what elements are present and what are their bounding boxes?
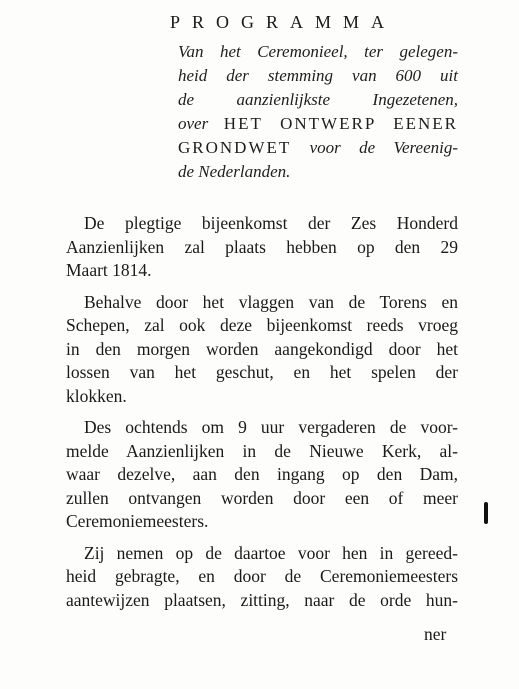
text-line: Aanzienlijken zal plaats hebben op den 29: [66, 236, 458, 257]
text-line: Schepen, zal ook deze bijeenkomst reeds vroeg: [66, 315, 458, 335]
ink-blot: [484, 502, 488, 524]
subtitle-line: de Nederlanden.: [178, 162, 291, 181]
catchword: ner: [424, 624, 447, 644]
text-line: melde Aanzienlijken in de Nieuwe Kerk, al-: [66, 440, 458, 461]
text-line: waar dezelve, aan den ingang op den Dam,: [66, 464, 458, 484]
paragraph: [66, 542, 458, 613]
text-line: heid gebragte, en door de Ceremoniemeesters: [66, 566, 458, 586]
paragraph: [66, 291, 458, 409]
subtitle-line: Van het Ceremonieel, ter gelegen-: [178, 42, 458, 61]
page-heading: PROGRAMMA: [170, 12, 397, 32]
text-line: Ceremoniemeesters.: [66, 511, 209, 531]
text-line: klokken.: [66, 385, 127, 406]
text-line: lossen van het geschut, en het spelen der: [66, 362, 458, 382]
body-text: [66, 212, 458, 620]
subtitle-word: voor de Vereenig-: [309, 138, 458, 157]
text-line: aantewijzen plaatsen, zitting, naar de orde hun-: [66, 589, 458, 610]
paragraph: [66, 416, 458, 534]
subtitle-block: [178, 40, 458, 184]
text-line: Des ochtends om 9 uur vergaderen de voor-: [84, 417, 458, 437]
text-line: Behalve door het vlaggen van de Torens en: [84, 291, 458, 312]
subtitle-caps: GRONDWET: [178, 138, 292, 157]
subtitle-line-mixed: [178, 112, 458, 136]
subtitle-word: over: [178, 114, 209, 133]
subtitle-line: de aanzienlijkste Ingezetenen,: [178, 90, 458, 109]
text-line: De plegtige bijeenkomst der Zes Honderd: [84, 213, 458, 233]
text-line: Maart 1814.: [66, 260, 152, 280]
subtitle-caps: HET ONTWERP EENER: [223, 114, 458, 133]
paragraph: [66, 212, 458, 283]
text-line: Zij nemen op de daartoe voor hen in gereed-: [84, 542, 458, 563]
subtitle-line: heid der stemming van 600 uit: [178, 66, 458, 85]
subtitle-line-mixed: [178, 136, 458, 160]
text-line: zullen ontvangen worden door een of meer: [66, 487, 458, 508]
text-line: in den morgen worden aangekondigd door het: [66, 338, 458, 359]
